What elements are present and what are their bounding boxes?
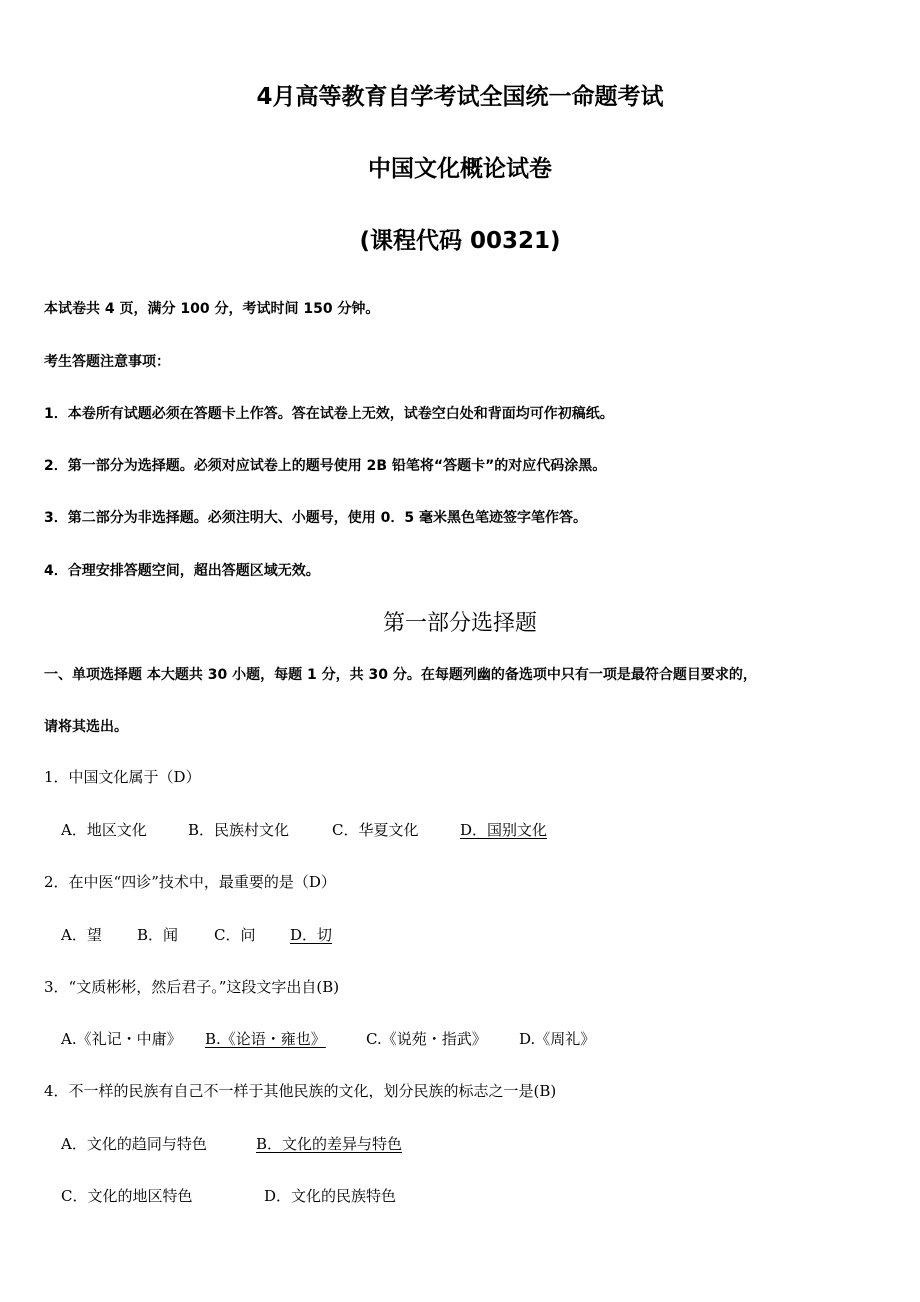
exam-title: 4月高等教育自学考试全国统一命题考试 (256, 84, 664, 110)
option-d: D.《周礼》 (519, 1030, 596, 1048)
option-a: A．文化的趋同与特色 (61, 1135, 207, 1153)
option-d-correct: D．国别文化 (460, 821, 548, 839)
question-stem: 1．中国文化属于（D） (44, 768, 201, 786)
note-item: 3．第二部分为非选择题。必须注明大、小题号，使用 0．5 毫米黑色笔迹签字笔作答。 (44, 510, 587, 526)
paper-title: 中国文化概论试卷 (368, 156, 552, 182)
option-a: A．望 (61, 926, 102, 944)
course-code: (课程代码 00321) (359, 228, 561, 254)
question-stem: 2．在中医“四诊”技术中，最重要的是（D） (44, 873, 336, 891)
option-b: B．民族村文化 (188, 821, 290, 839)
question-stem: 3．“文质彬彬，然后君子。”这段文字出自(B) (44, 978, 340, 996)
notes-heading: 考生答题注意事项： (44, 354, 170, 370)
part-heading: 第一部分选择题 (382, 611, 537, 636)
option-b: B．闻 (137, 926, 179, 944)
option-c: C.《说苑・指武》 (366, 1030, 487, 1048)
note-item: 2．第一部分为选择题。必须对应试卷上的题号使用 2B 铅笔将“答题卡”的对应代码涂黑。 (44, 458, 607, 474)
option-d-correct: D．切 (290, 926, 333, 944)
option-d: D．文化的民族特色 (264, 1187, 397, 1205)
option-c: C．文化的地区特色 (61, 1187, 193, 1205)
note-item: 4．合理安排答题空间，超出答题区域无效。 (44, 563, 320, 579)
option-a: A.《礼记・中庸》 (61, 1030, 182, 1048)
exam-summary: 本试卷共 4 页，满分 100 分，考试时间 150 分钟。 (44, 301, 380, 317)
option-a: A．地区文化 (61, 821, 147, 839)
option-b-correct: B.《论语・雍也》 (205, 1030, 326, 1048)
option-b-correct: B．文化的差异与特色 (256, 1135, 403, 1153)
option-c: C．华夏文化 (332, 821, 419, 839)
question-stem: 4．不一样的民族有自己不一样于其他民族的文化，划分民族的标志之一是(B) (44, 1082, 557, 1100)
section-intro-continued: 请将其选出。 (44, 719, 128, 735)
note-item: 1．本卷所有试题必须在答题卡上作答。答在试卷上无效，试卷空白处和背面均可作初稿纸。 (44, 406, 614, 422)
option-c: C．问 (214, 926, 256, 944)
section-intro: 一、单项选择题 本大题共 30 小题，每题 1 分，共 30 分。在每题列幽的备选项中只有一项是最符合题目要求的， (44, 667, 757, 683)
